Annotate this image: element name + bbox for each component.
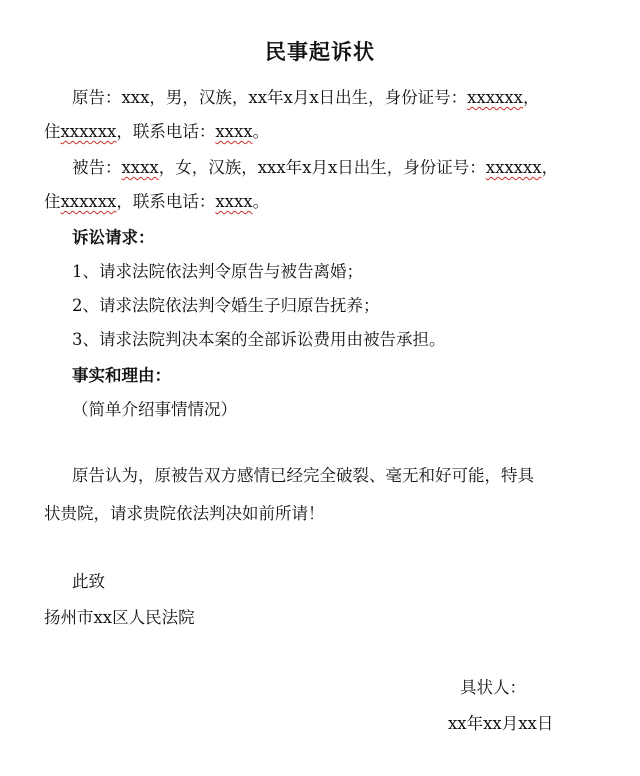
facts-placeholder: （简单介绍事情情况） bbox=[72, 400, 237, 419]
defendant-line-2 bbox=[44, 190, 269, 214]
defendant-line-2-end: 。 bbox=[252, 192, 270, 211]
defendant-line-1 bbox=[72, 156, 558, 180]
claim-item-1: 1、请求法院依法判令原告与被告离婚； bbox=[72, 262, 363, 281]
defendant-label: 被告： bbox=[72, 158, 122, 177]
plaintiff-line-1 bbox=[72, 86, 539, 110]
plaintiff-line-2 bbox=[44, 120, 269, 144]
plaintiff-phone: xxxx bbox=[215, 122, 253, 141]
defendant-name: xxxx bbox=[121, 158, 159, 177]
signature-date: xx年xx月xx日 bbox=[448, 714, 554, 733]
defendant-address-label: 住 bbox=[44, 192, 61, 211]
signer-label: 具状人： bbox=[460, 678, 526, 697]
court-name: 扬州市xx区人民法院 bbox=[44, 608, 195, 627]
plaintiff-line-1-end: ， bbox=[522, 88, 540, 107]
conclusion-line-2: 状贵院，请求贵院依法判决如前所请！ bbox=[44, 504, 325, 523]
claim-item-3: 3、请求法院判决本案的全部诉讼费用由被告承担。 bbox=[72, 330, 446, 349]
plaintiff-phone-label: ，联系电话： bbox=[116, 122, 216, 141]
closing-greeting: 此致 bbox=[72, 572, 105, 591]
defendant-phone: xxxx bbox=[215, 192, 253, 211]
plaintiff-id-number: xxxxxx bbox=[467, 88, 523, 107]
plaintiff-info: 原告：xxx，男，汉族，xx年x月x日出生，身份证号： bbox=[72, 88, 468, 107]
defendant-address: xxxxxx bbox=[60, 192, 117, 211]
document-title: 民事起诉状 bbox=[265, 39, 375, 64]
plaintiff-address: xxxxxx bbox=[60, 122, 117, 141]
defendant-info: ，女，汉族，xxx年x月x日出生，身份证号： bbox=[158, 158, 486, 177]
defendant-phone-label: ，联系电话： bbox=[116, 192, 216, 211]
claims-heading: 诉讼请求： bbox=[72, 228, 155, 247]
defendant-id-number: xxxxxx bbox=[485, 158, 542, 177]
plaintiff-line-2-end: 。 bbox=[252, 122, 270, 141]
plaintiff-address-label: 住 bbox=[44, 122, 61, 141]
defendant-line-1-end: ， bbox=[541, 158, 559, 177]
facts-heading: 事实和理由： bbox=[72, 366, 171, 385]
claim-item-2: 2、请求法院依法判令婚生子归原告抚养； bbox=[72, 296, 380, 315]
conclusion-line-1: 原告认为，原被告双方感情已经完全破裂、毫无和好可能，特具 bbox=[72, 466, 534, 485]
